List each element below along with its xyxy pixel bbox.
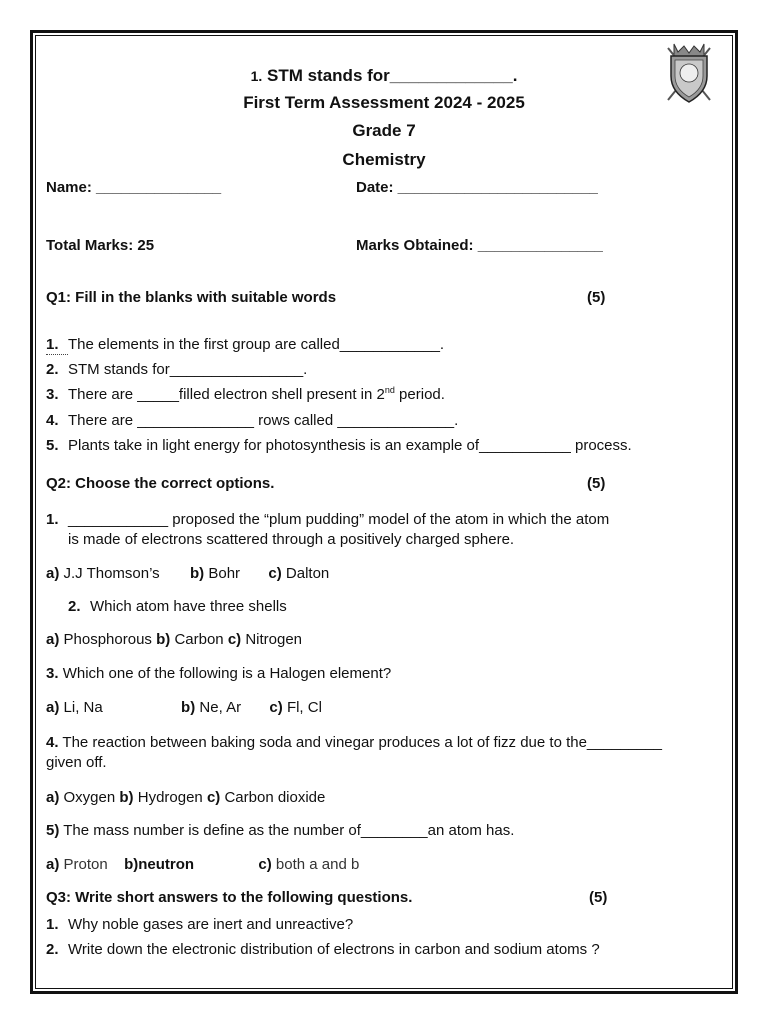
option-label: b): [119, 789, 134, 806]
option-label: c): [258, 856, 272, 873]
q2-question-4-number: 4.: [46, 734, 59, 751]
q2-question-3-text: Which one of the following is a Halogen element?: [62, 665, 392, 682]
q1-item-3-superscript: nd: [384, 385, 395, 395]
option-a[interactable]: Oxygen: [63, 789, 116, 806]
header-prompt-number: 1.: [250, 68, 263, 84]
q1-item-2: [46, 361, 307, 379]
q2-question-2-options: [46, 631, 302, 649]
header-prompt: [0, 66, 768, 86]
q1-item-2-text: STM stands for________________.: [68, 361, 308, 378]
option-c[interactable]: Nitrogen: [245, 631, 303, 648]
option-c[interactable]: Carbon dioxide: [224, 789, 326, 806]
q2-question-2: [68, 598, 287, 616]
q2-question-2-number: 2.: [68, 598, 81, 615]
q2-question-3-options: [46, 699, 322, 717]
option-label: b): [124, 856, 139, 873]
q3-item-1-number: 1.: [46, 916, 59, 933]
exam-title: First Term Assessment 2024 - 2025: [243, 93, 525, 112]
q3-heading: Q3: Write short answers to the following questions.: [46, 889, 413, 906]
option-b[interactable]: neutron: [138, 856, 195, 873]
q1-item-5: [46, 437, 632, 455]
q2-question-5-text: The mass number is define as the number of________an atom has.: [63, 822, 515, 839]
option-label: c): [269, 699, 283, 716]
q1-item-2-number: 2.: [46, 361, 59, 378]
q1-item-4: [46, 412, 458, 430]
q1-item-1-number: 1.: [46, 336, 68, 355]
option-c[interactable]: Fl, Cl: [286, 699, 322, 716]
q2-question-1-continued: is made of electrons scattered through a positively charged sphere.: [68, 531, 515, 548]
q2-question-5-options: [46, 856, 359, 874]
option-label: b): [190, 565, 205, 582]
q1-item-3: [46, 386, 445, 404]
q2-question-3-number: 3.: [46, 665, 59, 682]
grade-label: Grade 7: [352, 121, 416, 140]
option-a[interactable]: J.J Thomson’s: [63, 565, 160, 582]
q3-item-2-number: 2.: [46, 941, 59, 958]
option-a[interactable]: Proton: [63, 856, 108, 873]
q2-question-4-continued: given off.: [46, 754, 107, 771]
q2-question-2-text: Which atom have three shells: [90, 598, 287, 615]
q2-question-4: [46, 734, 662, 752]
q1-item-4-number: 4.: [46, 412, 59, 429]
q3-item-1-text: Why noble gases are inert and unreactive?: [68, 916, 354, 933]
q2-question-5: [46, 822, 514, 840]
option-b[interactable]: Carbon: [174, 631, 224, 648]
option-a[interactable]: Li, Na: [63, 699, 103, 716]
q2-question-1: [46, 511, 609, 529]
q3-marks: (5): [589, 889, 608, 906]
q2-question-3: [46, 665, 391, 683]
q3-item-1: [46, 916, 353, 934]
q2-heading: Q2: Choose the correct options.: [46, 475, 275, 492]
option-label: a): [46, 789, 60, 806]
q3-item-2: [46, 941, 600, 959]
option-label: c): [268, 565, 282, 582]
option-label: a): [46, 631, 60, 648]
q1-item-1: [46, 336, 444, 355]
option-label: b): [156, 631, 171, 648]
marks-obtained-field[interactable]: Marks Obtained: _______________: [356, 237, 603, 254]
q2-question-1-text: ____________ proposed the “plum pudding” model of the atom in which the atom: [68, 511, 610, 528]
q1-item-1-text: The elements in the first group are called____________.: [68, 336, 445, 353]
q2-question-4-options: [46, 789, 325, 807]
q3-item-2-text: Write down the electronic distribution of electrons in carbon and sodium atoms ?: [68, 941, 600, 958]
q1-marks: (5): [587, 289, 606, 306]
q2-question-1-number: 1.: [46, 511, 59, 528]
q1-item-3-number: 3.: [46, 386, 59, 403]
q1-item-5-text: Plants take in light energy for photosynthesis is an example of___________ process.: [68, 437, 632, 454]
date-field[interactable]: Date: ________________________: [356, 179, 598, 196]
option-b[interactable]: Ne, Ar: [199, 699, 242, 716]
q2-question-4-text: The reaction between baking soda and vinegar produces a lot of fizz due to the_________: [62, 734, 663, 751]
name-field[interactable]: Name: _______________: [46, 179, 222, 196]
option-b[interactable]: Bohr: [208, 565, 241, 582]
header-prompt-text: STM stands for_____________.: [267, 66, 518, 85]
q1-item-3-text-end: period.: [394, 386, 445, 403]
option-label: c): [227, 631, 242, 648]
option-label: a): [46, 699, 60, 716]
option-a[interactable]: Phosphorous: [63, 631, 152, 648]
option-label: b): [181, 699, 196, 716]
subject-label: Chemistry: [342, 150, 426, 169]
q1-item-4-text: There are ______________ rows called ______________.: [68, 412, 459, 429]
option-label: c): [206, 789, 221, 806]
option-c[interactable]: Dalton: [285, 565, 330, 582]
q2-question-5-number: 5): [46, 822, 60, 839]
q1-heading: Q1: Fill in the blanks with suitable words: [46, 289, 337, 306]
option-c[interactable]: both a and b: [275, 856, 360, 873]
q1-item-5-number: 5.: [46, 437, 59, 454]
q2-marks: (5): [587, 475, 606, 492]
option-label: a): [46, 565, 60, 582]
option-label: a): [46, 856, 60, 873]
total-marks: Total Marks: 25: [46, 237, 155, 254]
q2-question-1-options: [46, 565, 329, 583]
q1-item-3-text: There are _____filled electron shell present in 2: [68, 386, 385, 403]
option-b[interactable]: Hydrogen: [137, 789, 203, 806]
